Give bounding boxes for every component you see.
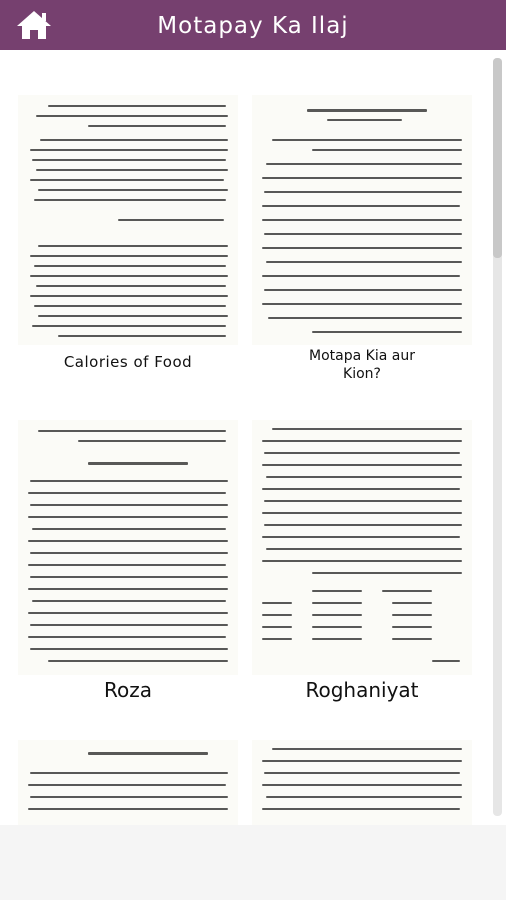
article-card[interactable] bbox=[18, 740, 238, 825]
scrollbar-thumb[interactable] bbox=[493, 58, 502, 258]
article-thumbnail bbox=[252, 95, 472, 345]
article-card-roza[interactable] bbox=[18, 420, 238, 705]
bottom-area bbox=[0, 825, 506, 900]
article-label: Motapa Kia aur Kion? bbox=[309, 348, 415, 382]
article-thumbnail bbox=[252, 740, 472, 825]
article-card-motapa[interactable] bbox=[252, 95, 472, 395]
app-bar bbox=[0, 0, 506, 50]
article-label: Roza bbox=[104, 678, 152, 702]
article-label: Roghaniyat bbox=[305, 678, 419, 702]
article-card[interactable] bbox=[252, 740, 472, 825]
article-card-roghaniyat[interactable] bbox=[252, 420, 472, 705]
article-thumbnail bbox=[18, 95, 238, 345]
article-card-calories[interactable] bbox=[18, 95, 238, 385]
scrollbar[interactable] bbox=[493, 58, 502, 816]
article-thumbnail bbox=[252, 420, 472, 675]
content-area[interactable] bbox=[0, 50, 506, 825]
article-thumbnail bbox=[18, 420, 238, 675]
article-thumbnail bbox=[18, 740, 238, 825]
article-label: Calories of Food bbox=[63, 353, 193, 371]
app-title: Motapay Ka Ilaj bbox=[157, 13, 349, 39]
